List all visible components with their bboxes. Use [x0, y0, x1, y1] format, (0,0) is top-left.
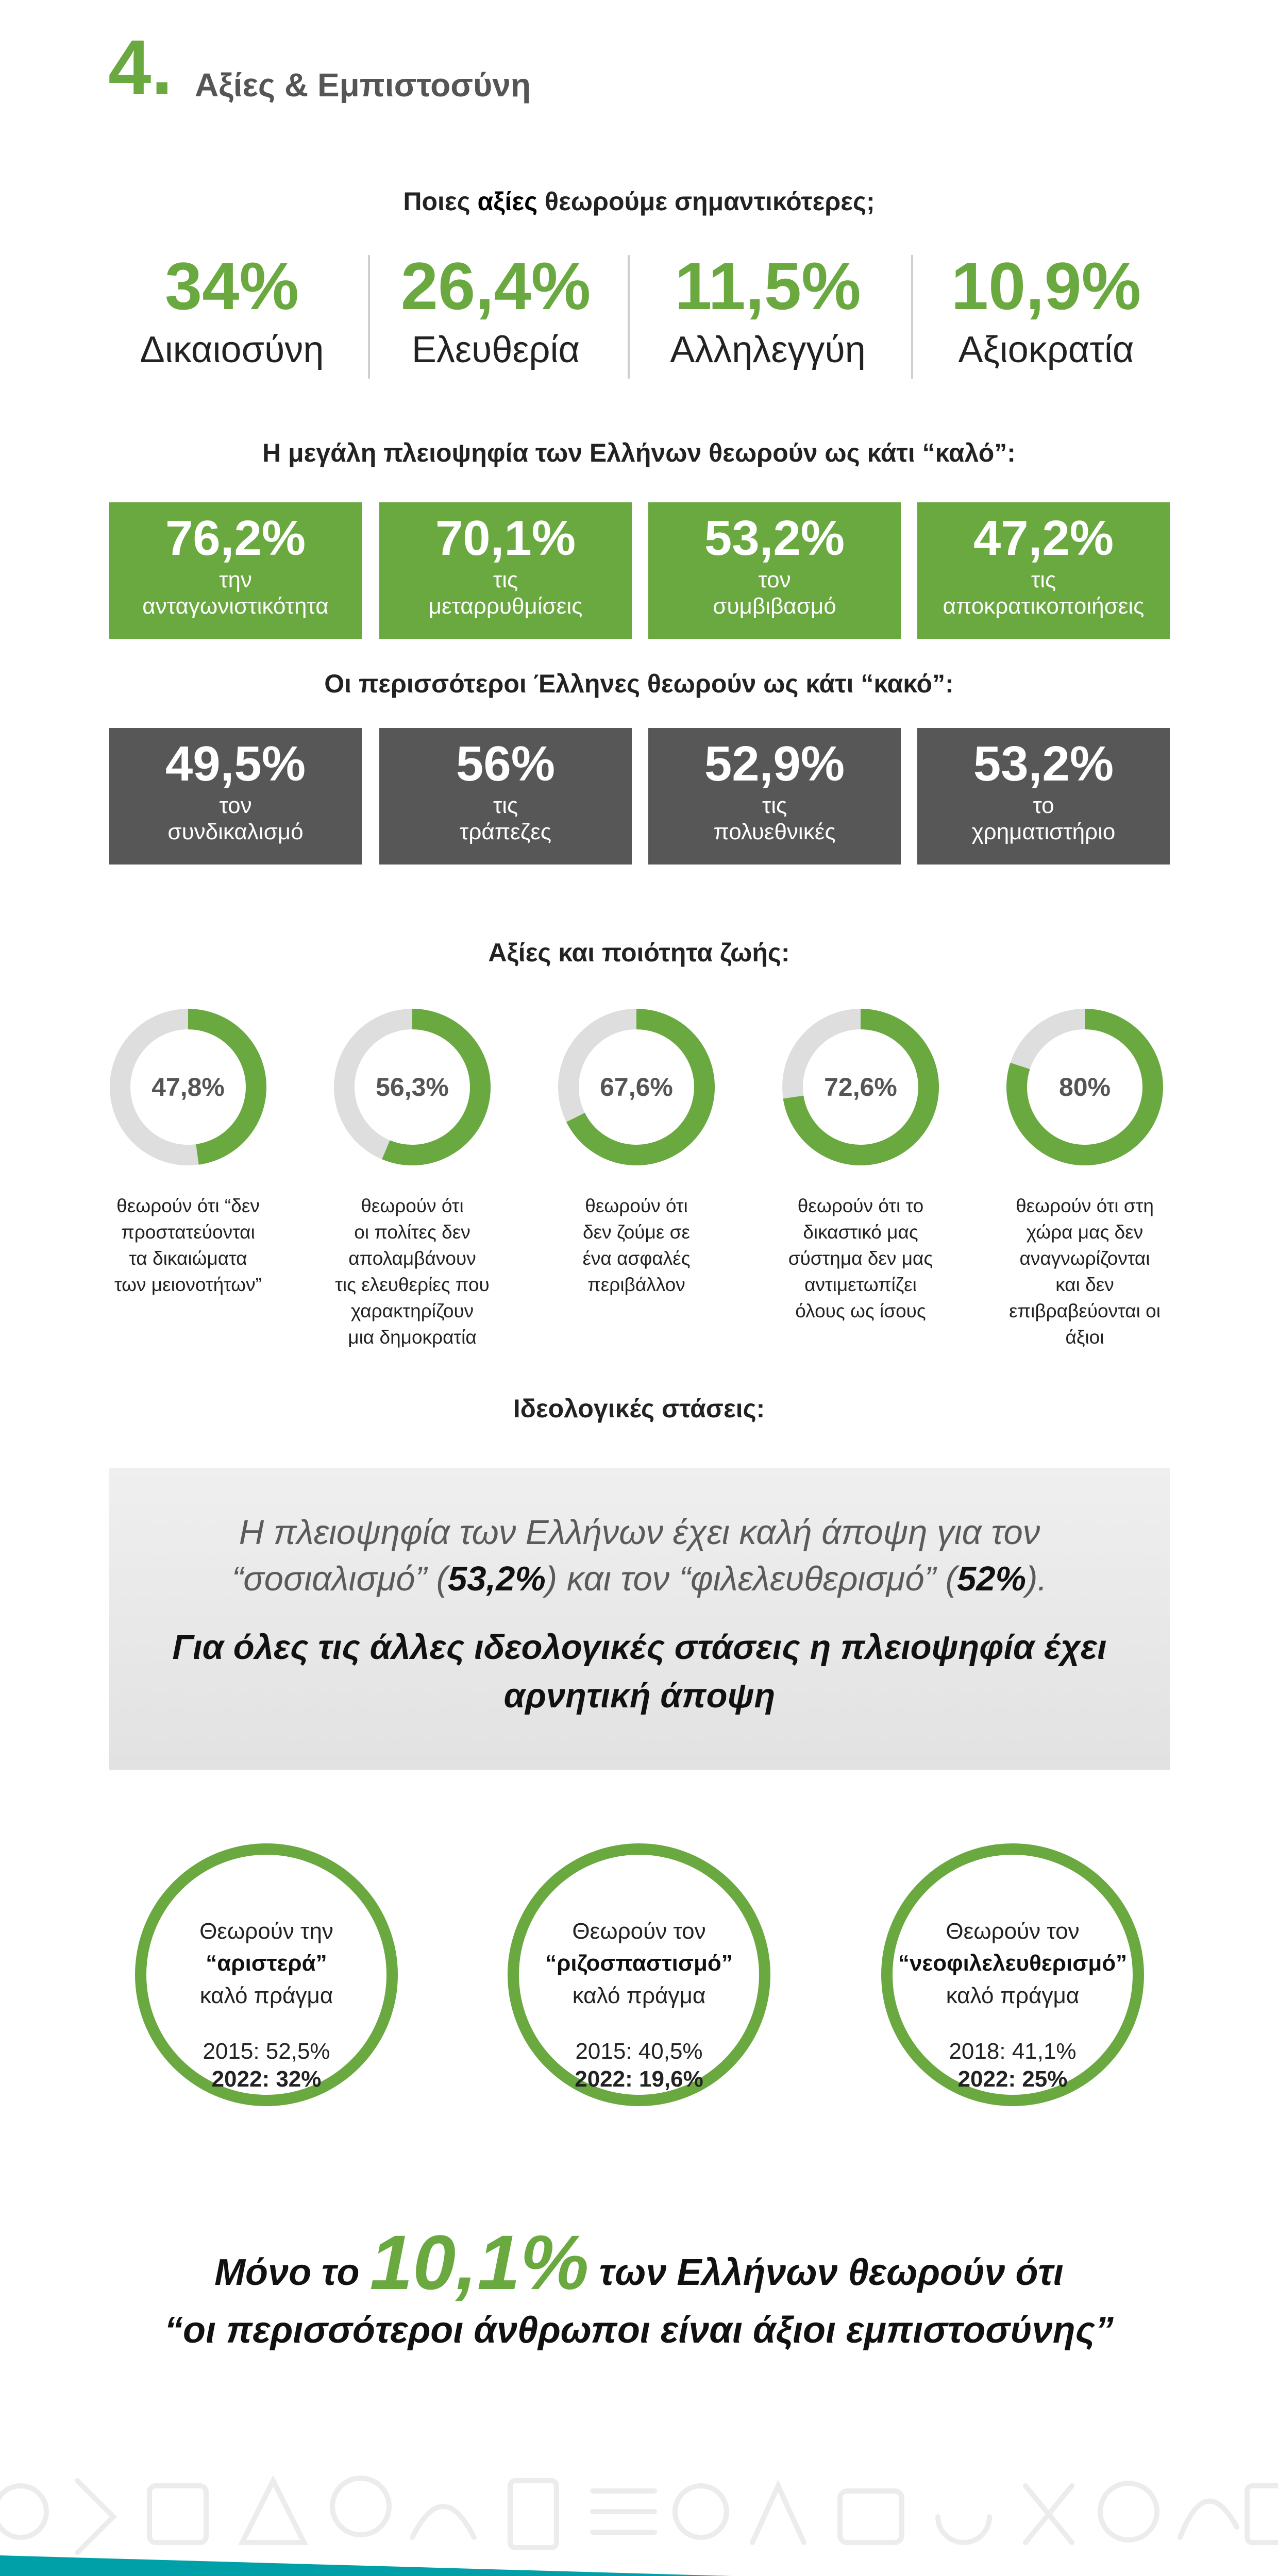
donut-caption-line: θεωρούν ότι “δεν: [116, 1195, 260, 1216]
donut-pct-label: 72,6%: [824, 1073, 897, 1101]
donut-caption-line: θεωρούν ότι: [585, 1195, 688, 1216]
panel-line2-a: “σοσιαλισμό” (: [231, 1560, 448, 1599]
donut-caption-line: δικαστικό μας: [803, 1222, 918, 1243]
donut-caption-line: όλους ως ίσους: [795, 1300, 926, 1322]
donut-caption-line: επιβραβεύονται οι: [1009, 1300, 1161, 1322]
ring-post: καλό πράγμα: [946, 1982, 1080, 2008]
ring-post: καλό πράγμα: [199, 1982, 333, 2008]
box-line1: τον: [219, 793, 252, 818]
donut-item: [1000, 1002, 1170, 1350]
donut-caption-line: των μειονοτήτων”: [114, 1274, 262, 1296]
footer-band: [0, 2545, 1278, 2576]
value-pct: 26,4%: [400, 248, 591, 324]
box-pct: 56%: [456, 736, 556, 791]
ring-term: “ριζοσπαστισμό”: [545, 1951, 733, 1976]
quote-big-pct: 10,1%: [369, 2219, 589, 2306]
section-title: Αξίες & Εμπιστοσύνη: [195, 66, 531, 104]
donut-chart: [551, 1002, 721, 1172]
value-item-solidarity: [639, 248, 897, 371]
donut-caption-line: αντιμετωπίζει: [804, 1274, 917, 1296]
section-number: 4.: [108, 24, 173, 110]
ring-neoliberalism: [881, 1843, 1144, 2106]
ring-term: “νεοφιλελευθερισμό”: [898, 1951, 1128, 1976]
value-item-meritocracy: [917, 248, 1175, 371]
ideology-panel: [109, 1468, 1170, 1770]
donut-caption-line: οι πολίτες δεν: [354, 1222, 470, 1243]
panel-bold-line2: αρνητική άποψη: [503, 1676, 776, 1715]
value-label: Αξιοκρατία: [958, 329, 1134, 370]
donut-caption-line: θεωρούν ότι στη: [1016, 1195, 1154, 1216]
quality-heading: Αξίες και ποιότητα ζωής:: [488, 938, 790, 967]
bad-box: [379, 728, 632, 865]
box-pct: 47,2%: [973, 511, 1114, 566]
donut-caption-line: άξιοι: [1065, 1327, 1104, 1348]
donut-caption-line: τις ελευθερίες που: [335, 1274, 490, 1296]
donut-caption: [327, 1193, 497, 1350]
donut-caption-line: δεν ζούμε σε: [583, 1222, 690, 1243]
quote-pre: Μόνο το: [214, 2252, 370, 2293]
ring-text: [893, 1916, 1133, 2012]
ring-pre: Θεωρούν την: [199, 1919, 333, 1944]
box-line2: συμβιβασμό: [713, 593, 836, 619]
donut-caption-line: τα δικαιώματα: [129, 1248, 247, 1269]
values-heading-post: θεωρούμε σημαντικότερες;: [537, 187, 875, 216]
donut-item: [327, 1002, 497, 1350]
ring-left: [135, 1843, 398, 2106]
box-line1: τις: [762, 793, 787, 818]
donut-pct-label: 80%: [1058, 1073, 1111, 1101]
value-label: Δικαιοσύνη: [140, 329, 324, 370]
ring-year1: 2015: 40,5%: [575, 2039, 703, 2064]
donut-caption-line: σύστημα δεν μας: [788, 1248, 933, 1269]
box-line1: τις: [493, 567, 518, 592]
box-line1: τις: [1031, 567, 1056, 592]
donut-caption-line: χαρακτηρίζουν: [350, 1300, 474, 1322]
good-heading: Η μεγάλη πλειοψηφία των Ελλήνων θεωρούν ως κάτι “καλό”:: [262, 438, 1016, 467]
donut-caption-line: θεωρούν ότι: [361, 1195, 464, 1216]
value-label: Αλληλεγγύη: [670, 329, 866, 370]
value-pct: 10,9%: [951, 248, 1141, 324]
donut-caption-line: περιβάλλον: [587, 1274, 685, 1296]
panel-line1: Η πλειοψηφία των Ελλήνων έχει καλή άποψη για τον: [239, 1513, 1040, 1552]
value-pct: 11,5%: [675, 248, 861, 324]
donut-caption-line: και δεν: [1055, 1274, 1114, 1296]
donut-caption-line: προστατεύονται: [121, 1222, 255, 1243]
divider: [911, 255, 913, 379]
box-pct: 76,2%: [165, 511, 306, 566]
ideology-heading: Ιδεολογικές στάσεις:: [513, 1394, 765, 1423]
ring-pre: Θεωρούν τον: [572, 1919, 706, 1944]
box-pct: 49,5%: [165, 736, 306, 791]
ring-year1: 2018: 41,1%: [949, 2039, 1077, 2064]
panel-line2-c: ) και τον “φιλελευθερισμό” (: [545, 1560, 957, 1599]
donut-chart: [1000, 1002, 1170, 1172]
good-box: [917, 502, 1170, 639]
box-line2: πολυεθνικές: [713, 819, 836, 844]
box-line2: ανταγωνιστικότητα: [142, 593, 329, 619]
panel-bold-text: [109, 1623, 1170, 1720]
donut-caption-line: μια δημοκρατία: [348, 1327, 477, 1348]
box-pct: 53,2%: [973, 736, 1114, 791]
ring-year1: 2015: 52,5%: [203, 2039, 330, 2064]
donut-caption: [776, 1193, 946, 1324]
donut-item: [551, 1002, 721, 1298]
donut-pct-label: 67,6%: [600, 1073, 673, 1101]
panel-line2-e: ).: [1026, 1560, 1048, 1599]
donut-item: [776, 1002, 946, 1324]
donut-caption-line: ένα ασφαλές: [582, 1248, 691, 1269]
ring-post: καλό πράγμα: [572, 1982, 706, 2008]
value-item-freedom: [367, 248, 625, 371]
ring-text: [146, 1916, 386, 2012]
donut-pct-label: 47,8%: [152, 1073, 225, 1101]
value-item-justice: [103, 248, 361, 371]
bad-box: [648, 728, 901, 865]
panel-liberalism-pct: 52%: [956, 1560, 1027, 1599]
donut-caption-line: απολαμβάνουν: [348, 1248, 476, 1269]
donut-item: [103, 1002, 273, 1298]
donut-caption: [551, 1193, 721, 1298]
ring-year2: 2022: 19,6%: [575, 2066, 703, 2092]
quote-post: των Ελλήνων θεωρούν ότι: [588, 2252, 1064, 2293]
donut-chart: [103, 1002, 273, 1172]
quote-line1: [0, 2218, 1278, 2307]
panel-text: [109, 1510, 1170, 1603]
box-pct: 52,9%: [704, 736, 845, 791]
box-pct: 53,2%: [704, 511, 845, 566]
donut-pct-label: 56,3%: [376, 1073, 449, 1101]
ring-term: “αριστερά”: [206, 1951, 327, 1976]
donut-caption: [103, 1193, 273, 1298]
box-line1: τον: [758, 567, 791, 592]
values-heading: [0, 187, 1278, 216]
box-line1: την: [219, 567, 252, 592]
trust-quote: [0, 2218, 1278, 2351]
ring-text: [519, 1916, 759, 2012]
bad-box: [917, 728, 1170, 865]
box-line2: τράπεζες: [459, 819, 552, 844]
bad-box: [109, 728, 362, 865]
box-pct: 70,1%: [435, 511, 576, 566]
value-pct: 34%: [164, 248, 299, 324]
box-line1: τις: [493, 793, 518, 818]
box-line2: αποκρατικοποιήσεις: [943, 593, 1145, 619]
box-line2: συνδικαλισμό: [167, 819, 304, 844]
box-line1: το: [1033, 793, 1054, 818]
value-label: Ελευθερία: [411, 329, 580, 370]
donut-chart: [776, 1002, 946, 1172]
ring-year2: 2022: 25%: [957, 2066, 1068, 2092]
box-line2: χρηματιστήριο: [971, 819, 1116, 844]
donut-caption-line: αναγνωρίζονται: [1019, 1248, 1150, 1269]
donut-caption-line: χώρα μας δεν: [1026, 1222, 1144, 1243]
donut-caption: [1000, 1193, 1170, 1350]
donut-caption-line: θεωρούν ότι το: [797, 1195, 924, 1216]
good-box: [109, 502, 362, 639]
good-box: [379, 502, 632, 639]
ring-pre: Θεωρούν τον: [946, 1919, 1080, 1944]
divider: [628, 255, 630, 379]
ring-year2: 2022: 32%: [211, 2066, 322, 2092]
ring-radicalism: [508, 1843, 770, 2106]
values-heading-bold: αξίες: [477, 187, 538, 216]
good-box: [648, 502, 901, 639]
bad-heading: Οι περισσότεροι Έλληνες θεωρούν ως κάτι “κακό”:: [324, 669, 954, 698]
panel-socialism-pct: 53,2%: [447, 1560, 546, 1599]
values-heading-pre: Ποιες: [403, 187, 478, 216]
quote-line2: “οι περισσότεροι άνθρωποι είναι άξιοι εμπιστοσύνης”: [164, 2310, 1114, 2351]
donut-chart: [327, 1002, 497, 1172]
box-line2: μεταρρυθμίσεις: [428, 593, 583, 619]
panel-bold-line1: Για όλες τις άλλες ιδεολογικές στάσεις η πλειοψηφία έχει: [172, 1628, 1107, 1667]
